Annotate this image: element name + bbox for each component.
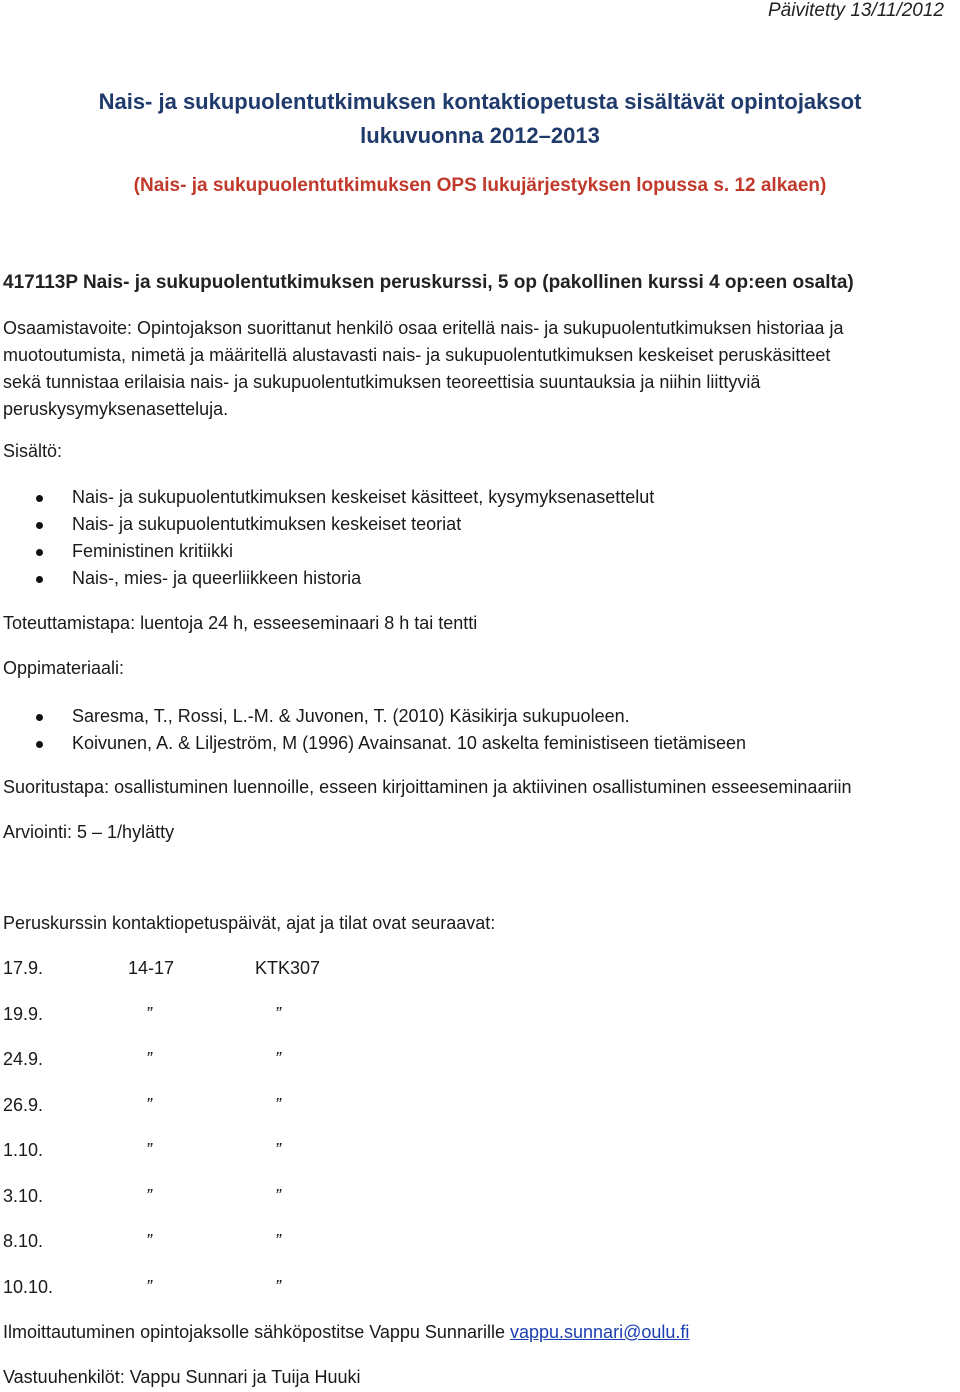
schedule-time: ”	[146, 1231, 152, 1251]
content-list	[0, 484, 654, 592]
schedule-date: 26.9.	[3, 1095, 44, 1115]
schedule-room: ”	[275, 1277, 281, 1297]
schedule-date: 24.9.	[3, 1049, 44, 1069]
objective-line: sekä tunnistaa erilaisia nais- ja sukupuolentutkimuksen teoreettisia suuntauksia ja niihin liittyviä	[3, 372, 761, 392]
schedule-time: ”	[146, 1140, 152, 1160]
schedule-room: ”	[275, 1095, 281, 1115]
materials-label: Oppimateriaali:	[3, 658, 125, 678]
objective-line: muotoutumista, nimetä ja määritellä alustavasti nais- ja sukupuolentutkimuksen keskeiset peruskäsitteet	[3, 345, 831, 365]
schedule-time: ”	[146, 1186, 152, 1206]
schedule-room: ”	[275, 1186, 281, 1206]
email-link[interactable]: vappu.sunnari@oulu.fi	[509, 1322, 690, 1342]
schedule-time: 14-17	[128, 958, 175, 978]
list-item: Nais- ja sukupuolentutkimuksen keskeiset teoriat	[0, 511, 654, 538]
bullet-icon	[36, 549, 43, 556]
list-item: Koivunen, A. & Liljeström, M (1996) Avainsanat. 10 askelta feministiseen tietämiseen	[0, 730, 746, 757]
list-item: Nais-, mies- ja queerliikkeen historia	[0, 565, 654, 592]
objective-line: peruskysymyksenasetteluja.	[3, 399, 229, 419]
materials-list	[0, 703, 746, 757]
schedule-room: ”	[275, 1049, 281, 1069]
page-title-line-1: Nais- ja sukupuolentutkimuksen kontaktiopetusta sisältävät opintojaksot	[98, 89, 862, 114]
schedule-date: 17.9.	[3, 958, 44, 978]
page-title-line-2: lukuvuonna 2012–2013	[360, 123, 600, 148]
schedule-intro: Peruskurssin kontaktiopetuspäivät, ajat ja tilat ovat seuraavat:	[3, 913, 496, 933]
implementation-text: Toteuttamistapa: luentoja 24 h, esseeseminaari 8 h tai tentti	[3, 613, 478, 633]
schedule-date: 10.10.	[3, 1277, 54, 1297]
schedule-room: KTK307	[255, 958, 321, 978]
content-label: Sisältö:	[3, 441, 63, 461]
list-item: Nais- ja sukupuolentutkimuksen keskeiset käsitteet, kysymyksenasettelut	[0, 484, 654, 511]
bullet-icon	[36, 522, 43, 529]
page-subtitle: (Nais- ja sukupuolentutkimuksen OPS lukujärjestyksen lopussa s. 12 alkaen)	[133, 175, 827, 196]
objective-line: Osaamistavoite: Opintojakson suorittanut henkilö osaa eritellä nais- ja sukupuolentutkimuksen historiaa ja	[3, 318, 844, 338]
grading-text: Arviointi: 5 – 1/hylätty	[3, 822, 175, 842]
registration-label: Ilmoittautuminen opintojaksolle sähköpostitse Vappu Sunnarille	[3, 1322, 510, 1342]
completion-text: Suoritustapa: osallistuminen luennoille, esseen kirjoittaminen ja aktiivinen osallistuminen esseeseminaariin	[3, 777, 852, 797]
schedule-date: 19.9.	[3, 1004, 44, 1024]
schedule-room: ”	[275, 1004, 281, 1024]
bullet-icon	[36, 576, 43, 583]
schedule-date: 8.10.	[3, 1231, 44, 1251]
schedule-time: ”	[146, 1004, 152, 1024]
schedule-time: ”	[146, 1049, 152, 1069]
updated-date: Päivitetty 13/11/2012	[767, 0, 944, 21]
bullet-icon	[36, 495, 43, 502]
schedule-time: ”	[146, 1277, 152, 1297]
schedule-date: 3.10.	[3, 1186, 44, 1206]
schedule-room: ”	[275, 1140, 281, 1160]
objective-paragraph	[3, 315, 843, 423]
responsible-persons: Vastuuhenkilöt: Vappu Sunnari ja Tuija Huuki	[3, 1367, 361, 1387]
list-item: Saresma, T., Rossi, L.-M. & Juvonen, T. (2010) Käsikirja sukupuoleen.	[0, 703, 746, 730]
course-heading: 417113P Nais- ja sukupuolentutkimuksen peruskurssi, 5 op (pakollinen kurssi 4 op:een osalta)	[3, 272, 854, 293]
bullet-icon	[36, 741, 43, 748]
schedule-date: 1.10.	[3, 1140, 44, 1160]
list-item: Feministinen kritiikki	[0, 538, 654, 565]
schedule-time: ”	[146, 1095, 152, 1115]
registration-text	[3, 1322, 689, 1343]
bullet-icon	[36, 714, 43, 721]
schedule-room: ”	[275, 1231, 281, 1251]
